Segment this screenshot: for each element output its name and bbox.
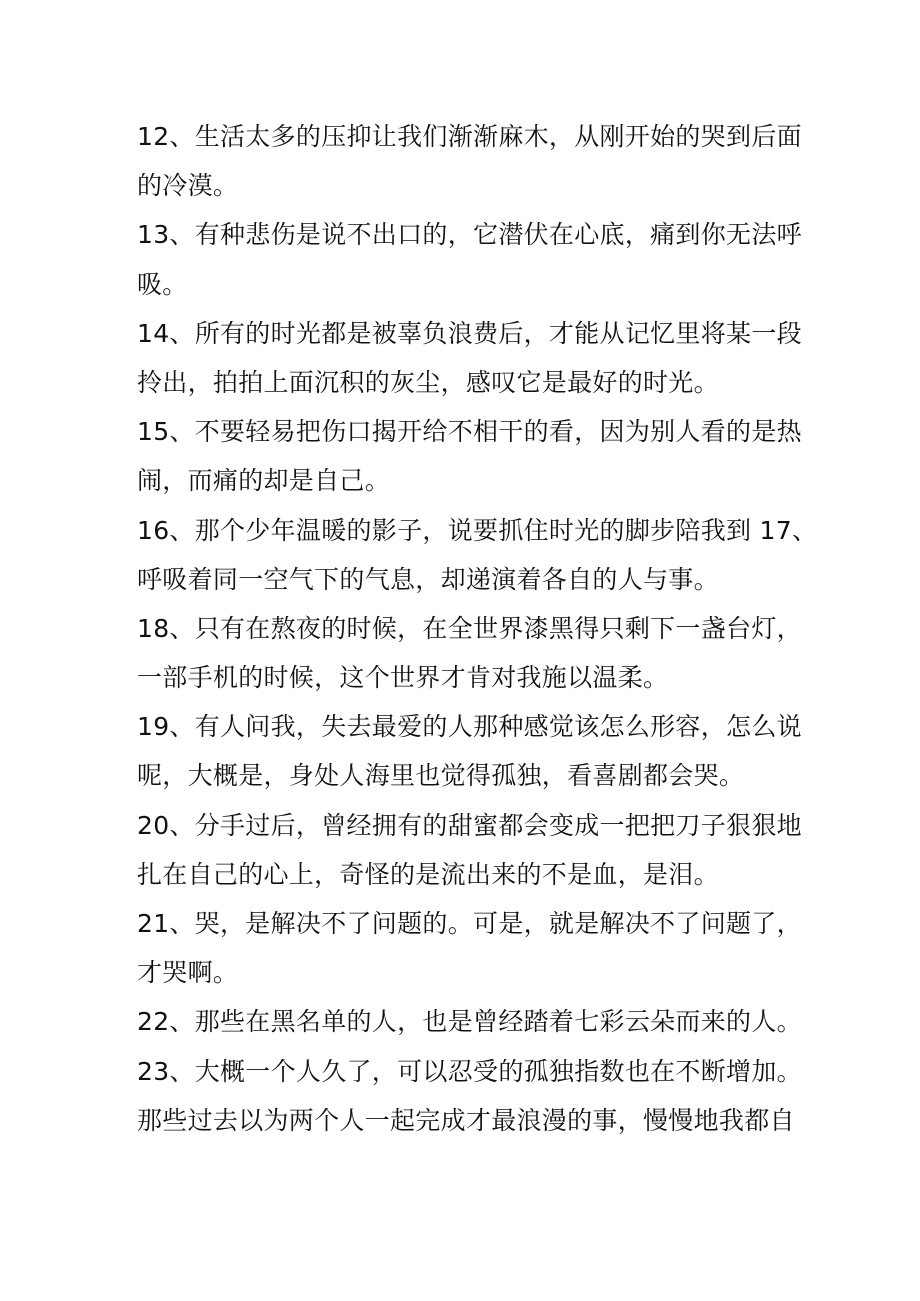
text-line: 23、大概一个人久了，可以忍受的孤独指数也在不断增加。	[137, 1056, 802, 1086]
text-line: 才哭啊。	[137, 958, 239, 988]
text-line: 的冷漠。	[137, 171, 239, 201]
text-line: 一部手机的时候，这个世界才肯对我施以温柔。	[137, 663, 669, 693]
text-line: 14、所有的时光都是被辜负浪费后，才能从记忆里将某一段	[137, 318, 802, 348]
text-line: 拎出，拍拍上面沉积的灰尘，感叹它是最好的时光。	[137, 367, 719, 397]
text-line: 呼吸着同一空气下的气息，却递演着各自的人与事。	[137, 564, 719, 594]
text-line: 16、那个少年温暖的影子，说要抓住时光的脚步陪我到 17、	[137, 515, 818, 545]
text-line: 22、那些在黑名单的人，也是曾经踏着七彩云朵而来的人。	[137, 1007, 802, 1037]
text-line: 19、有人问我，失去最爱的人那种感觉该怎么形容，怎么说	[137, 712, 802, 742]
text-line: 那些过去以为两个人一起完成才最浪漫的事，慢慢地我都自	[137, 1105, 795, 1135]
text-line: 呢，大概是，身处人海里也觉得孤独，看喜剧都会哭。	[137, 761, 745, 791]
text-line: 15、不要轻易把伤口揭开给不相干的看，因为别人看的是热	[137, 417, 802, 447]
text-line: 扎在自己的心上，奇怪的是流出来的不是血，是泪。	[137, 859, 719, 889]
document-body	[137, 112, 818, 1145]
text-line: 13、有种悲伤是说不出口的，它潜伏在心底，痛到你无法呼	[137, 220, 802, 250]
text-line: 18、只有在熬夜的时候，在全世界漆黑得只剩下一盏台灯，	[137, 613, 802, 643]
text-line: 吸。	[137, 269, 188, 299]
text-line: 12、生活太多的压抑让我们渐渐麻木，从刚开始的哭到后面	[137, 122, 802, 151]
text-line: 21、哭，是解决不了问题的。可是，就是解决不了问题了，	[137, 909, 802, 938]
text-line: 闹，而痛的却是自己。	[137, 466, 391, 496]
text-line: 20、分手过后，曾经拥有的甜蜜都会变成一把把刀子狠狠地	[137, 810, 802, 840]
